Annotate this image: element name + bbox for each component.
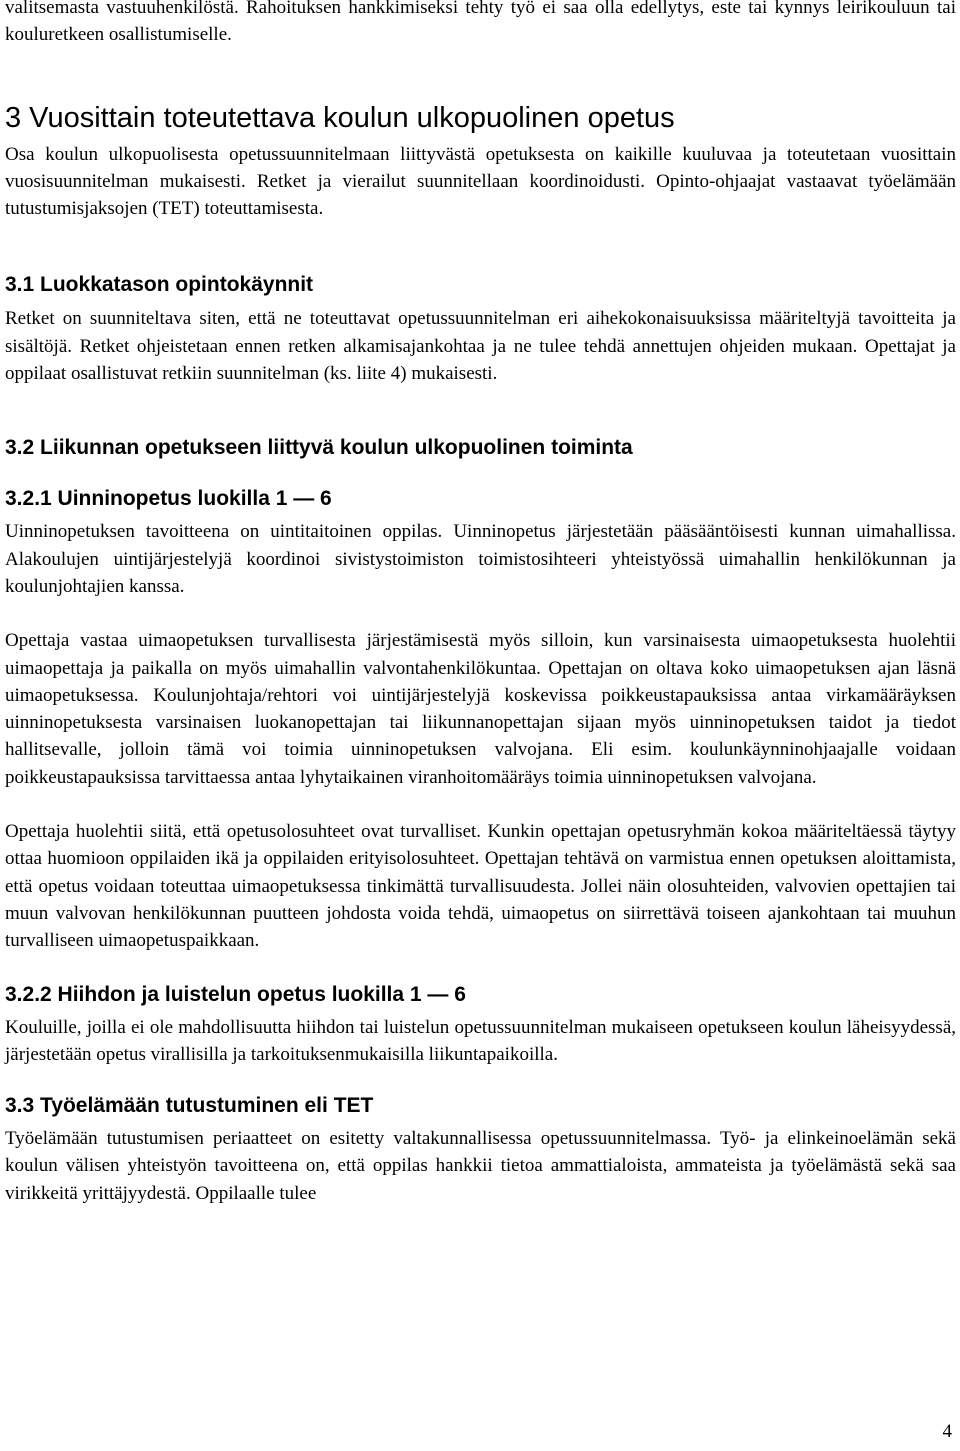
heading-section-3-2: 3.2 Liikunnan opetukseen liittyvä koulun ulkopuolinen toiminta bbox=[5, 436, 633, 460]
paragraph-swimming-2: Opettaja vastaa uimaopetuksen turvallisesta järjestämisestä myös silloin, kun varsinaisesta uimaopetuksesta huolehtii uimaopettaja ja paikalla on myös uimahallin valvontahenkilökuntaa. Opettajan on oltava koko uimaopetuksen ajan läsnä uimaopetuksessa. Koulunjohtaja/rehtori voi uintijärjestelyjä koskevissa poikkeustapauksissa antaa virkamääräyksen uinninopetuksesta varsinaisen luokanopettajan tai liikunnanopettajan sijaan myös uinninopetuksen taidot ja tiedot hallitsevalle, jolloin tämä voi toimia uinninopetuksen valvojana. Eli esim. koulunkäynninohjaajalle voidaan poikkeustapauksissa tarvittaessa antaa lyhytaikainen viranhoitomääräys toimia uinninopetuksen valvojana. bbox=[5, 630, 956, 788]
paragraph-skiing: Kouluille, joilla ei ole mahdollisuutta hiihdon tai luistelun opetussuunnitelman mukaiseen opetukseen koulun läheisyydessä, järjestetään opetus virallisilla ja tarkoituksenmukaisilla liikuntapaikoilla. bbox=[5, 1016, 956, 1065]
paragraph-section-3-1: Retket on suunniteltava siten, että ne toteuttavat opetussuunnitelman eri aihekokonaisuuksissa määriteltyjä tavoitteita ja sisältöjä. Retket ohjeistetaan ennen retken alkamisajankohtaa ja ne tulee tehdä annettujen ohjeiden mukaan. Opettajat ja oppilaat osallistuvat retkiin suunnitelman (ks. liite 4) mukaisesti. bbox=[5, 308, 956, 385]
paragraph-swimming-1: Uinninopetuksen tavoitteena on uintitaitoinen oppilas. Uinninopetus järjestetään pääsääntöisesti kunnan uimahallissa. Alakoulujen uintijärjestelyjä koordinoi sivistystoimiston toimistosihteeri yhteistyössä uimahallin henkilökunnan ja koulunjohtajien kanssa. bbox=[5, 521, 956, 597]
heading-section-3-2-2: 3.2.2 Hiihdon ja luistelun opetus luokilla 1 — 6 bbox=[5, 982, 466, 1006]
heading-section-3: 3 Vuosittain toteutettava koulun ulkopuolinen opetus bbox=[5, 101, 675, 134]
heading-section-3-2-1: 3.2.1 Uinninopetus luokilla 1 — 6 bbox=[5, 487, 332, 511]
paragraph-continuation: valitsemasta vastuuhenkilöstä. Rahoituksen hankkimiseksi tehty työ ei saa olla edellytys, este tai kynnys leirikouluun tai kouluretkeen osallistumiselle. bbox=[5, 0, 956, 46]
paragraph-section-3: Osa koulun ulkopuolisesta opetussuunnitelmaan liittyvästä opetuksesta on kaikille kuuluvaa ja toteutetaan vuosittain vuosisuunnitelman mukaisesti. Retket ja vierailut suunnitellaan koordinoidusti. Opinto-ohjaajat vastaavat työelämään tutustumisjaksojen (TET) toteuttamisesta. bbox=[5, 143, 956, 220]
document-content bbox=[5, 0, 956, 1207]
heading-section-3-3: 3.3 Työelämään tutustuminen eli TET bbox=[5, 1094, 374, 1118]
heading-section-3-1: 3.1 Luokkatason opintokäynnit bbox=[5, 273, 314, 297]
page-number: 4 bbox=[942, 1421, 952, 1442]
paragraph-swimming-3: Opettaja huolehtii siitä, että opetusolosuhteet ovat turvalliset. Kunkin opettajan opetusryhmän kokoa määriteltäessä täytyy ottaa huomioon oppilaiden ikä ja oppilaiden erityisolosuhteet. Opettajan tehtävä on varmistua ennen opetuksen aloittamista, että opetus voidaan toteuttaa uimaopetuksessa tinkimättä turvallisuudesta. Jollei näin olosuhteiden, valvovien opettajien tai muun valvovan henkilökunnan puutteen johdosta voida tehdä, uimaopetus on siirrettävä toiseen ajankohtaan tai muuhun turvalliseen uimaopetuspaikkaan. bbox=[5, 821, 956, 952]
paragraph-tet: Työelämään tutustumisen periaatteet on esitetty valtakunnallisessa opetussuunnitelmassa. Työ- ja elinkeinoelämän sekä koulun välisen yhteistyön tavoitteena on, että oppilas hankkii tietoa ammattialoista, ammateista ja työelämästä sekä saa virikkeitä yrittäjyydestä. Oppilaalle tulee bbox=[5, 1128, 956, 1204]
